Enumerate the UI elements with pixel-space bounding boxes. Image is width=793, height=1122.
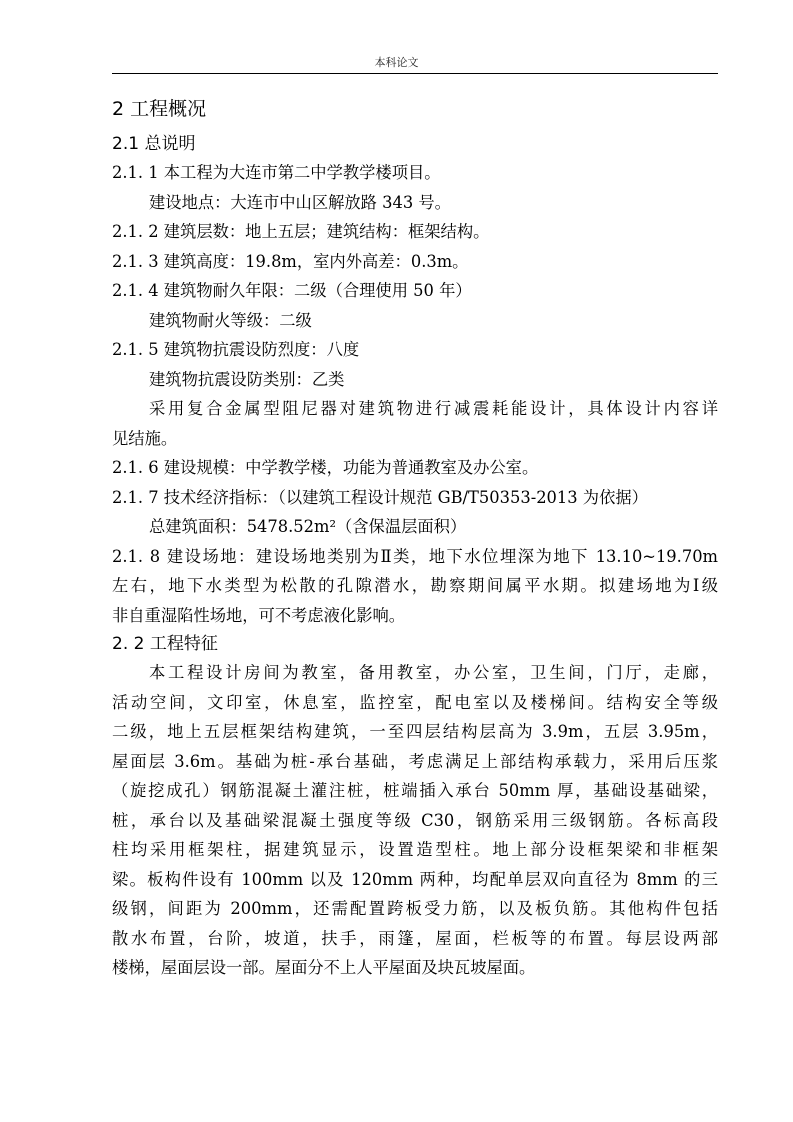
paragraph-line: 2.1. 1 本工程为大连市第二中学教学楼项目。 xyxy=(112,163,441,182)
section-title: 2 工程概况 xyxy=(112,98,207,120)
paragraph-line: 2.1. 5 建筑物抗震设防烈度：八度 xyxy=(112,340,360,359)
paragraph-line: 建筑物耐火等级：二级 xyxy=(149,310,312,330)
site-paragraph xyxy=(112,542,718,631)
paragraph-line: 2.1. 8 建设场地：建设场地类别为Ⅱ类，地下水位埋深为地下 13.10~19.70m xyxy=(112,546,718,566)
damper-paragraph xyxy=(112,394,718,453)
paragraph-line: 活动空间，文印室，休息室，监控室，配电室以及楼梯间。结构安全等级 xyxy=(112,692,718,712)
paragraph-line: 2.1. 3 建筑高度：19.8m，室内外高差：0.3m。 xyxy=(112,251,469,271)
paragraph-line: 采用复合金属型阻尼器对建筑物进行减震耗能设计，具体设计内容详 xyxy=(149,399,718,418)
paragraph-line: 梁。板构件设有 100mm 以及 120mm 两种，均配单层双向直径为 8mm 的三 xyxy=(112,869,718,889)
paragraph-line: （旋挖成孔）钢筋混凝土灌注桩，桩端插入承台 50mm 厚，基础设基础梁， xyxy=(112,781,718,800)
document-body xyxy=(112,94,718,983)
paragraph-line: 2.1. 4 建筑物耐久年限：二级（合理使用 50 年） xyxy=(112,281,472,300)
paragraph-line: 非自重湿陷性场地，可不考虑液化影响。 xyxy=(112,605,406,625)
features-paragraph xyxy=(112,658,718,983)
page-header: 本科论文 xyxy=(374,56,419,69)
paragraph-line: 散水布置，台阶，坡道，扶手，雨篷，屋面，栏板等的布置。每层设两部 xyxy=(112,928,718,948)
paragraph-line: 级钢，间距为 200mm，还需配置跨板受力筋，以及板负筋。其他构件包括 xyxy=(112,899,718,918)
paragraph-line: 本工程设计房间为教室，备用教室，办公室，卫生间，门厅，走廊， xyxy=(149,663,718,682)
paragraph-line: 柱均采用框架柱，据建筑显示，设置造型柱。地上部分设框架梁和非框架 xyxy=(112,840,718,859)
paragraph-line: 楼梯，屋面层设一部。屋面分不上人平屋面及块瓦坡屋面。 xyxy=(112,958,536,977)
paragraph-line: 2.1. 6 建设规模：中学教学楼，功能为普通教室及办公室。 xyxy=(112,458,539,477)
paragraph-line: 建设地点：大连市中山区解放路 343 号。 xyxy=(149,192,451,212)
paragraph-line: 左右，地下水类型为松散的孔隙潜水，勘察期间属平水期。拟建场地为Ⅰ级 xyxy=(112,576,718,595)
paragraph-line: 屋面层 3.6m。基础为桩-承台基础，考虑满足上部结构承载力，采用后压浆 xyxy=(112,751,718,771)
paragraph-line: 2.1. 2 建筑层数：地上五层；建筑结构：框架结构。 xyxy=(112,222,490,241)
paragraph-line: 2.1. 7 技术经济指标：（以建筑工程设计规范 GB/T50353-2013 为依据） xyxy=(112,487,648,507)
paragraph-line: 二级，地上五层框架结构建筑，一至四层结构层高为 3.9m，五层 3.95m， xyxy=(112,722,718,741)
subsection-title-2-2: 2. 2 工程特征 xyxy=(112,634,218,654)
paragraph-line: 桩，承台以及基础梁混凝土强度等级 C30，钢筋采用三级钢筋。各标高段 xyxy=(112,810,718,830)
paragraph-line: 建筑物抗震设防类别：乙类 xyxy=(149,369,345,389)
paragraph-line: 总建筑面积：5478.52m²（含保温层面积） xyxy=(149,517,467,536)
subsection-title-2-1: 2.1 总说明 xyxy=(112,134,196,154)
header-rule xyxy=(112,73,718,74)
paragraph-line: 见结施。 xyxy=(112,428,178,448)
